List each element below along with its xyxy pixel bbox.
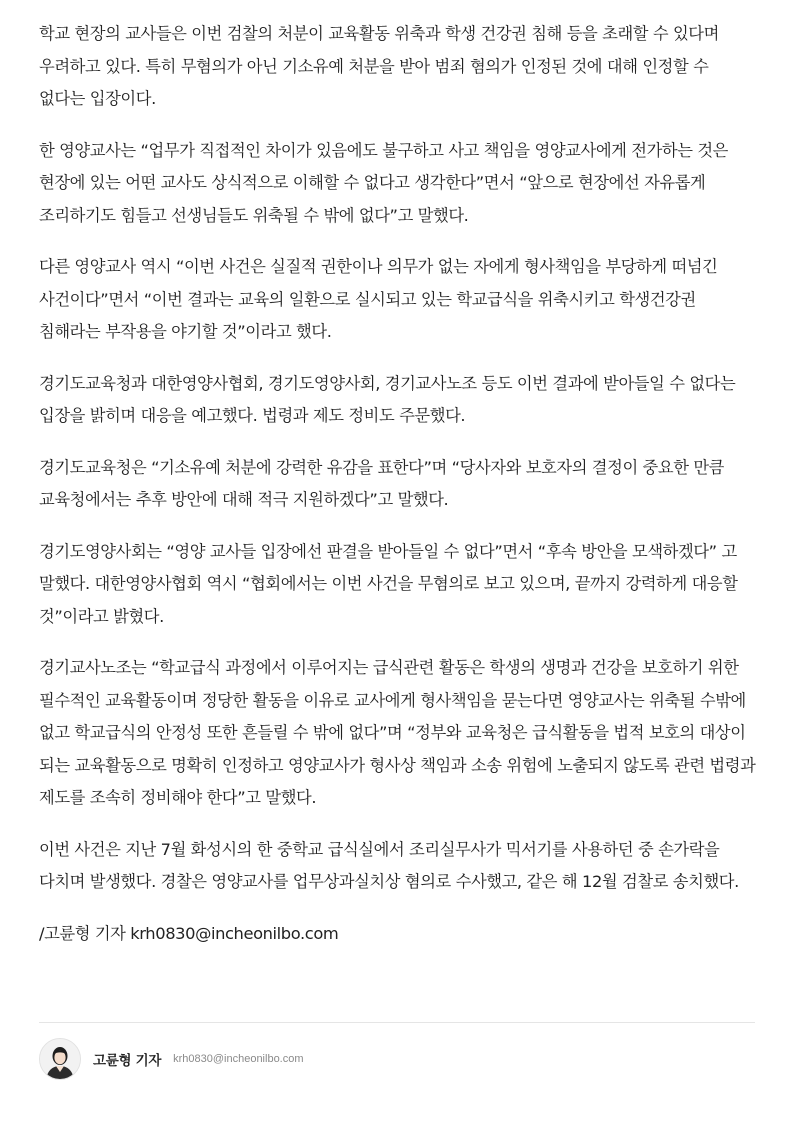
article-paragraph: 학교 현장의 교사들은 이번 검찰의 처분이 교육활동 위축과 학생 건강권 침해 등을 초래할 수 있다며 우려하고 있다. 특히 무혐의가 아닌 기소유예 처분을 받아 범죄 혐의가 인정된 것에 대해 인정할 수 없다는 입장이다. bbox=[39, 24, 719, 108]
article-paragraph: 경기도영양사회는 “영양 교사들 입장에선 판결을 받아들일 수 없다”면서 “후속 방안을 모색하겠다” 고 말했다. 대한영양사협회 역시 “협회에서는 이번 사건을 무혐의로 보고 있으며, 끝까지 강력하게 대응할 것”이라고 밝혔다. bbox=[39, 541, 738, 626]
person-icon bbox=[40, 1039, 80, 1079]
author-name[interactable]: 고륜형 기자 bbox=[93, 1053, 162, 1069]
article-byline: /고륜형 기자 krh0830@incheonilbo.com bbox=[39, 923, 339, 943]
article-paragraph: 경기도교육청과 대한영양사협회, 경기도영양사회, 경기교사노조 등도 이번 결과에 받아들일 수 없다는 입장을 밝히며 대응을 예고했다. 법령과 제도 정비도 주문했다. bbox=[39, 373, 736, 425]
article-paragraph: 한 영양교사는 “업무가 직접적인 차이가 있음에도 불구하고 사고 책임을 영양교사에게 전가하는 것은 현장에 있는 어떤 교사도 상식적으로 이해할 수 없다고 생각한다”면서 “앞으로 현장에선 자유롭게 조리하기도 힘들고 선생님들도 위축될 수 밖에 없다”고 말했다. bbox=[39, 140, 729, 225]
article-paragraph: 이번 사건은 지난 7월 화성시의 한 중학교 급식실에서 조리실무사가 믹서기를 사용하던 중 손가락을 다치며 발생했다. 경찰은 영양교사를 업무상과실치상 혐의로 수사했고, 같은 해 12월 검찰로 송치했다. bbox=[39, 839, 739, 891]
article-paragraph: 다른 영양교사 역시 “이번 사건은 실질적 권한이나 의무가 없는 자에게 형사책임을 부당하게 떠넘긴 사건이다”면서 “이번 결과는 교육의 일환으로 실시되고 있는 학교급식을 위축시키고 학생건강권 침해라는 부작용을 야기할 것”이라고 했다. bbox=[39, 257, 718, 341]
author-email[interactable]: krh0830@incheonilbo.com bbox=[173, 1053, 304, 1065]
author-avatar[interactable] bbox=[39, 1038, 81, 1080]
article-body bbox=[39, 18, 759, 969]
author-divider bbox=[39, 1022, 755, 1023]
article-paragraph: 경기도교육청은 “기소유예 처분에 강력한 유감을 표한다”며 “당사자와 보호자의 결정이 중요한 만큼 교육청에서는 추후 방안에 대해 적극 지원하겠다”고 말했다. bbox=[39, 457, 724, 509]
author-box bbox=[39, 1038, 304, 1080]
article-paragraph: 경기교사노조는 “학교급식 과정에서 이루어지는 급식관련 활동은 학생의 생명과 건강을 보호하기 위한 필수적인 교육활동이며 정당한 활동을 이유로 교사에게 형사책임을 묻는다면 영양교사는 위축될 수밖에 없고 학교급식의 안정성 또한 흔들릴 수 밖에 없다”며 “정부와 교육청은 급식활동을 법적 보호의 대상이 되는 교육활동으로 명확히 인정하고 영양교사가 형사상 책임과 소송 위험에 노출되지 않도록 관련 법령과 제도를 조속히 정비해야 한다”고 말했다. bbox=[39, 658, 756, 807]
